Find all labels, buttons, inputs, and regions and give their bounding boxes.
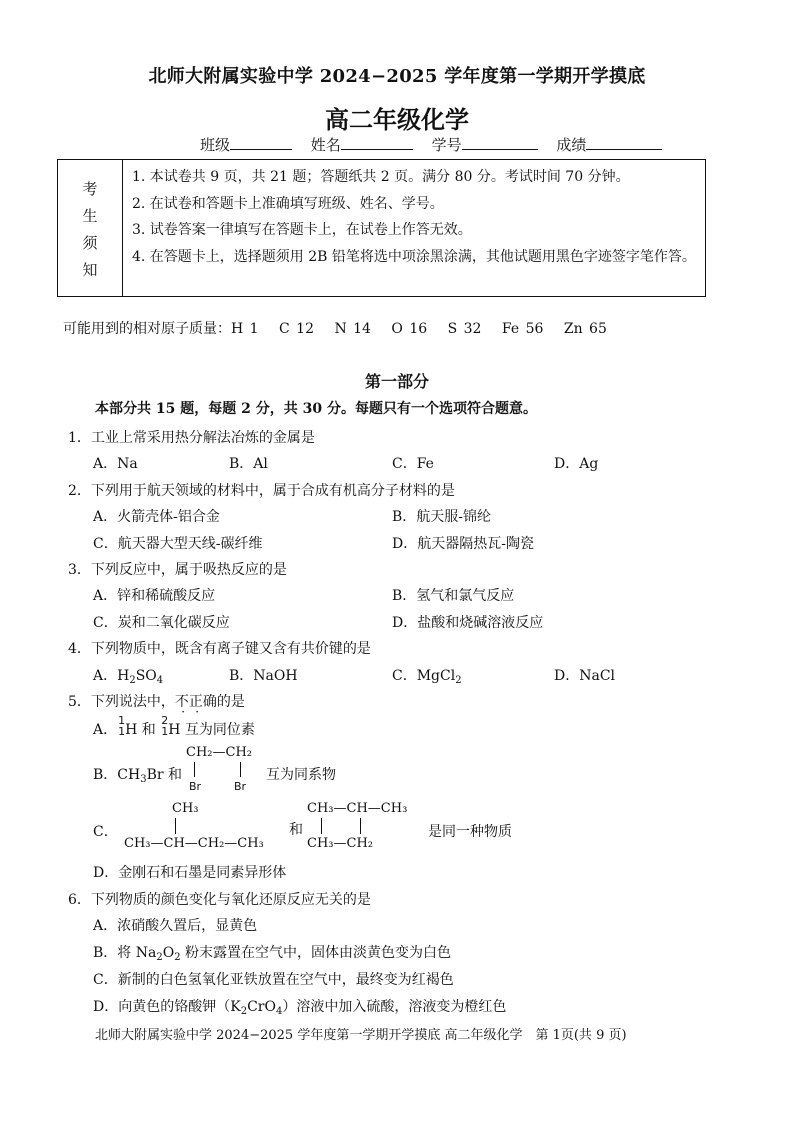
and-text: 和 [289, 822, 303, 838]
bromine-label: Br [189, 780, 202, 793]
score-blank[interactable] [586, 135, 662, 150]
methyl-branch: CH₃ [172, 801, 199, 816]
notice-label: 考 生 须 知 [58, 160, 123, 296]
bond-line [360, 818, 361, 834]
exam-title: 北师大附属实验中学 2024−2025 学年度第一学期开学摸底 [148, 66, 646, 87]
isobutane-chain: CH₃—CH—CH₂—CH₃ [124, 836, 264, 851]
q6-option-a: A．浓硝酸久置后，显黄色 [93, 918, 258, 934]
bond-line [321, 818, 322, 834]
q2-option-a: A．火箭壳体-铝合金 [93, 509, 220, 525]
q3-option-c: C．炭和二氧化碳反应 [93, 615, 230, 631]
right-molecule-bottom: CH₃—CH₂ [307, 836, 373, 851]
q2-option-b: B．航天服-锦纶 [392, 509, 492, 525]
student-id-blank[interactable] [462, 135, 538, 150]
q5-option-a: A． 1 1 H 和 2 1 H 互为同位素 [93, 714, 255, 738]
atomic-masses: 可能用到的相对原子质量：H 1 C 12 N 14 O 16 S 32 Fe 56 Zn 65 [63, 321, 607, 337]
q4-option-c: C．MgCl$_2$ [392, 668, 462, 686]
question-1-stem: 1．工业上常采用热分解法冶炼的金属是 [68, 430, 315, 446]
q1-option-c: C．Fe [392, 456, 434, 472]
q2-option-d: D．航天器隔热瓦-陶瓷 [392, 536, 534, 552]
score-label: 成绩 [556, 136, 587, 154]
bond-line [240, 762, 241, 777]
q5-option-d: D．金刚石和石墨是同素异形体 [93, 865, 287, 881]
q1-option-b: B．Al [229, 456, 268, 472]
notice-rules [132, 164, 698, 270]
q3-option-d: D．盐酸和烧碱溶液反应 [392, 615, 544, 631]
exam-notice-box [57, 159, 706, 297]
exam-subtitle: 高二年级化学 [325, 105, 469, 134]
bond-line [175, 818, 176, 834]
question-5-stem: 5．下列说法中，不正确的是 [68, 694, 245, 710]
bond-line [194, 762, 195, 777]
q5-option-b-label: B．$CH_3Br$ 和 [93, 767, 183, 785]
class-blank[interactable] [230, 135, 292, 150]
q5-option-c-label: C． [93, 824, 118, 840]
section-title: 第一部分 [364, 372, 429, 391]
question-2-stem: 2．下列用于航天领域的材料中，属于合成有机高分子材料的是 [68, 483, 455, 499]
name-label: 姓名 [310, 136, 341, 154]
q6-option-b: B．将 $Na_2O_2$ 粉末露置在空气中，固体由淡黄色变为白色 [93, 945, 452, 963]
q4-option-d: D．NaCl [554, 668, 616, 684]
q6-option-d: D．向黄色的铬酸钾$(K_2CrO_4)$溶液中加入硫酸，溶液变为橙红色 [93, 999, 507, 1017]
student-id-label: 学号 [431, 136, 462, 154]
q3-option-a: A．锌和稀硫酸反应 [93, 588, 216, 604]
q4-option-b: B．NaOH [229, 668, 298, 684]
class-label: 班级 [200, 136, 231, 154]
bromine-label: Br [234, 780, 247, 793]
q1-option-d: D．Ag [554, 456, 599, 472]
dibromoethane-chain: CH₂—CH₂ [186, 745, 252, 760]
student-info-line [200, 134, 676, 155]
q6-option-c: C．新制的白色氢氧化亚铁放置在空气中，最终变为红褐色 [93, 972, 454, 988]
q4-option-a: A．$H_2SO_4$ [93, 668, 164, 686]
page-footer: 北师大附属实验中学 2024−2025 学年度第一学期开学摸底 高二年级化学 第 1页(共 9 页) [95, 1028, 627, 1043]
name-blank[interactable] [341, 135, 413, 150]
question-6-stem: 6．下列物质的颜色变化与氧化还原反应无关的是 [68, 892, 371, 908]
q5-option-b-text: 互为同系物 [266, 767, 336, 783]
q3-option-b: B．氢气和氯气反应 [392, 588, 515, 604]
right-molecule-top: CH₃—CH—CH₃ [307, 801, 408, 816]
section-note: 本部分共 15 题，每题 2 分，共 30 分。每题只有一个选项符合题意。 [95, 401, 537, 417]
q1-option-a: A．Na [93, 456, 138, 472]
question-4-stem: 4．下列物质中，既含有离子键又含有共价键的是 [68, 641, 371, 657]
notice-rule: 4. 在答题卡上，选择题须用 2B 铅笔将选中项涂黑涂满，其他试题用黑色字迹签字笔作答。 [132, 248, 696, 265]
q5-option-c-text: 是同一种物质 [428, 824, 512, 840]
q2-option-c: C．航天器大型天线-碳纤维 [93, 536, 263, 552]
question-3-stem: 3．下列反应中，属于吸热反应的是 [68, 562, 287, 578]
notice-rule: 1. 本试卷共 9 页，共 21 题；答题纸共 2 页。满分 80 分。考试时间 70 分钟。 [132, 169, 630, 185]
notice-rule: 2. 在试卷和答题卡上准确填写班级、姓名、学号。 [132, 195, 444, 212]
notice-rule: 3. 试卷答案一律填写在答题卡上，在试卷上作答无效。 [132, 222, 472, 238]
